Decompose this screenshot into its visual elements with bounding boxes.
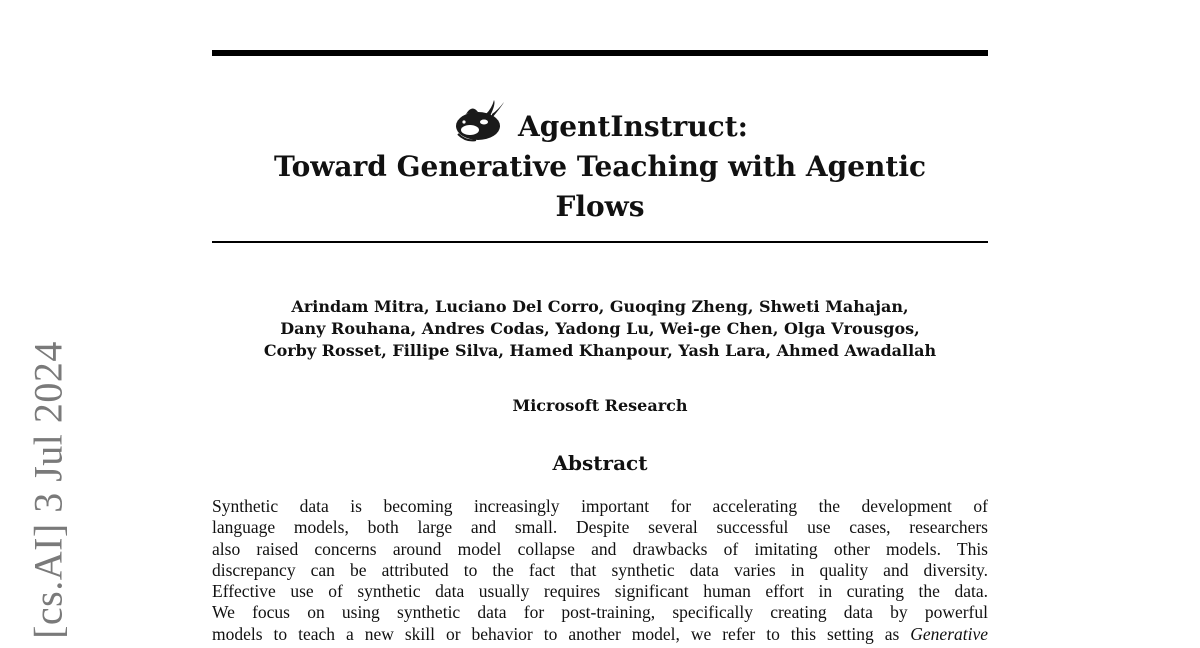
abstract-italic-term: Generative xyxy=(910,623,989,644)
author-list xyxy=(212,296,988,362)
abstract-last-text: models to teach a new skill or behavior to another model, we refer to this setting as xyxy=(212,623,900,644)
abstract-line: We focus on using synthetic data for post-training, specifically creating data by powerful xyxy=(212,602,988,623)
abstract-line: language models, both large and small. Despite several successful use cases, researchers xyxy=(212,517,988,538)
title-line-2: Toward Generative Teaching with Agentic xyxy=(274,150,926,183)
title-bottom-rule xyxy=(212,241,988,243)
title-top-rule xyxy=(212,50,988,56)
abstract-line: also raised concerns around model collapse and drawbacks of imitating other models. This xyxy=(212,538,988,559)
abstract-line: Synthetic data is becoming increasingly important for accelerating the development of xyxy=(212,496,988,516)
paper-title xyxy=(212,100,988,227)
author-line: Corby Rosset, Fillipe Silva, Hamed Khanpour, Yash Lara, Ahmed Awadallah xyxy=(263,341,937,360)
title-line-1 xyxy=(212,100,988,147)
abstract-line: Effective use of synthetic data usually requires significant human effort in curating the data. xyxy=(212,581,988,602)
abstract-body xyxy=(212,496,988,645)
author-line: Arindam Mitra, Luciano Del Corro, Guoqing Zheng, Shweti Mahajan, xyxy=(291,297,909,316)
abstract-line-last xyxy=(212,624,988,645)
abstract-line: discrepancy can be attributed to the fact that synthetic data varies in quality and diversity. xyxy=(212,559,988,580)
orca-whale-icon xyxy=(452,100,506,144)
title-text-1: AgentInstruct: xyxy=(518,110,748,143)
affiliation: Microsoft Research xyxy=(512,396,688,415)
abstract-heading: Abstract xyxy=(552,451,648,475)
title-line-3: Flows xyxy=(555,190,645,223)
arxiv-stamp: [cs.AI] 3 Jul 2024 xyxy=(25,341,71,639)
author-line: Dany Rouhana, Andres Codas, Yadong Lu, Wei-ge Chen, Olga Vrousgos, xyxy=(280,319,920,338)
